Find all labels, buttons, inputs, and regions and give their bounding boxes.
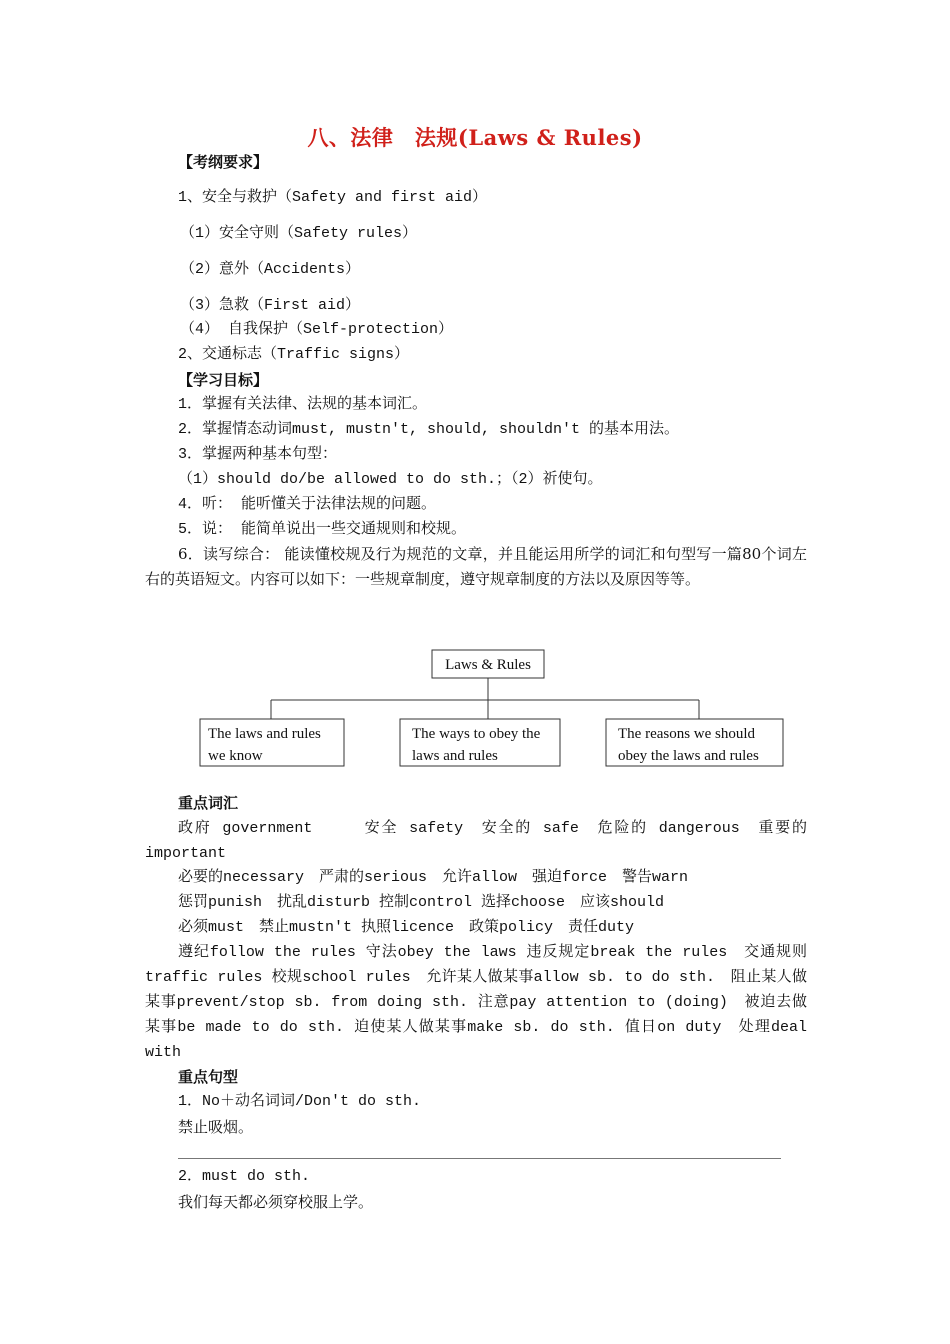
vocabulary-line: 必要的necessary 严肃的serious 允许allow 强迫force 警告warn: [178, 869, 689, 886]
objectives-heading: 【学习目标】: [178, 371, 269, 389]
vocabulary-paragraph: 政府 government 安全 safety 安全的 safe 危险的 dangerous 重要的 important: [145, 820, 807, 862]
syllabus-item: （1）安全守则（Safety rules）: [180, 225, 418, 242]
sentences-heading: 重点句型: [178, 1068, 239, 1086]
laws-rules-diagram: [0, 640, 950, 780]
objective-item: 2．掌握情态动词must, mustn't, should, shouldn't 的基本用法。: [178, 421, 680, 438]
syllabus-item: （3）急救（First aid）: [180, 297, 361, 314]
sentence-example: 我们每天都必须穿校服上学。: [178, 1193, 374, 1211]
objective-item: 5．说： 能简单说出一些交通规则和校规。: [178, 521, 467, 538]
objective-item: 3．掌握两种基本句型：: [178, 446, 338, 463]
diagram-child-label: we know: [208, 748, 263, 764]
objective-item-6: 6．读写综合： 能读懂校规及行为规范的文章，并且能运用所学的词汇和句型写一篇80个词左右的英语短文。内容可以如下：一些规章制度，遵守规章制度的方法以及原因等等。: [145, 545, 807, 588]
objective-item: 1．掌握有关法律、法规的基本词汇。: [178, 396, 428, 413]
syllabus-item: 2、交通标志（Traffic signs）: [178, 346, 410, 363]
objective-item: （1）should do/be allowed to do sth.；（2）祈使句。: [178, 471, 603, 488]
diagram-root-label: Laws & Rules: [445, 657, 531, 673]
sentence-pattern: 1．No＋动名词词/Don't do sth.: [178, 1093, 422, 1110]
vocabulary-heading: 重点词汇: [178, 794, 239, 812]
vocabulary-paragraph: 遵纪follow the rules 守法obey the laws 违反规定break the rules 交通规则traffic rules 校规school rules 允许某人做某事allow sb. to do sth. 阻止某人做某事prevent/stop sb. from doing sth. 注意pay attention to (doing) 被迫去做某事be made to do sth. 迫使某人做某事make sb. do sth. 值日on duty 处理deal with: [145, 944, 807, 1061]
vocabulary-line: 必须must 禁止mustn't 执照licence 政策policy 责任duty: [178, 919, 635, 936]
sentence-pattern: 2．must do sth.: [178, 1168, 311, 1185]
syllabus-item: （2）意外（Accidents）: [180, 261, 361, 278]
diagram-child-label: The ways to obey the: [412, 726, 541, 742]
diagram-child-label: The reasons we should: [618, 726, 756, 742]
diagram-child-label: laws and rules: [412, 748, 498, 764]
vocabulary-line: 惩罚punish 扰乱disturb 控制control 选择choose 应该should: [178, 894, 665, 911]
diagram-child-label: The laws and rules: [208, 726, 321, 742]
syllabus-item: （4） 自我保护（Self-protection）: [180, 321, 454, 338]
objective-item: 4．听： 能听懂关于法律法规的问题。: [178, 496, 437, 513]
sentence-example: 禁止吸烟。: [178, 1118, 254, 1136]
page-title: 八、法律 法规(Laws & Rules): [307, 125, 643, 150]
syllabus-item: 1、安全与救护（Safety and first aid）: [178, 189, 488, 206]
diagram-child-label: obey the laws and rules: [618, 748, 759, 764]
answer-line: [178, 1158, 781, 1159]
syllabus-heading: 【考纲要求】: [178, 153, 269, 171]
